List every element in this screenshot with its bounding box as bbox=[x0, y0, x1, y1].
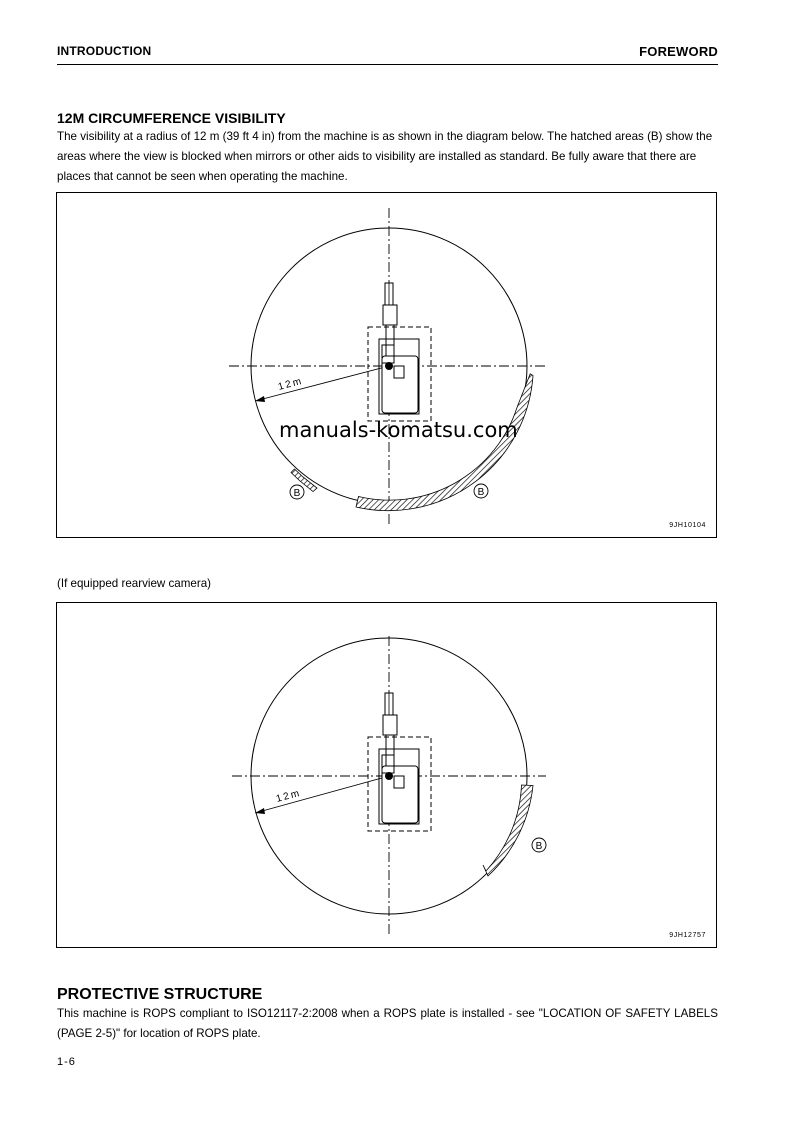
radius-label: 12m bbox=[274, 787, 303, 805]
page-number: 1-6 bbox=[57, 1056, 76, 1068]
header-section-label: INTRODUCTION bbox=[57, 44, 152, 58]
marker-b-label: B bbox=[535, 841, 543, 852]
watermark-text: manuals-komatsu.com bbox=[279, 418, 518, 442]
visibility-diagram-rearview-camera bbox=[56, 602, 717, 948]
radius-label: 12m bbox=[276, 375, 305, 393]
figure-code: 9JH10104 bbox=[669, 522, 706, 529]
header-rule bbox=[57, 64, 718, 65]
section-title-protective-structure: PROTECTIVE STRUCTURE bbox=[57, 986, 263, 1003]
protective-structure-paragraph: This machine is ROPS compliant to ISO12117-2:2008 when a ROPS plate is installed - see "LOCATION OF SAFETY LABELS (PAGE 2-5)" for location of ROPS plate. bbox=[57, 1007, 718, 1040]
section-title-visibility: 12M CIRCUMFERENCE VISIBILITY bbox=[57, 110, 286, 126]
marker-b-label: B bbox=[477, 487, 485, 498]
visibility-diagram-standard bbox=[56, 192, 717, 538]
visibility-diagram-svg bbox=[57, 193, 718, 539]
rearview-camera-caption: (If equipped rearview camera) bbox=[57, 577, 212, 590]
visibility-diagram-svg bbox=[57, 603, 718, 949]
visibility-paragraph: The visibility at a radius of 12 m (39 ft 4 in) from the machine is as shown in the diagram below. The hatched areas (B) show the areas where the view is blocked when mirrors or other aids to visibility are installed as standard. Be fully aware that there are places that cannot be seen when operating the machine. bbox=[57, 130, 713, 183]
marker-b-label: B bbox=[293, 488, 301, 499]
header-chapter-label: FOREWORD bbox=[639, 44, 718, 59]
figure-code: 9JH12757 bbox=[669, 932, 706, 939]
